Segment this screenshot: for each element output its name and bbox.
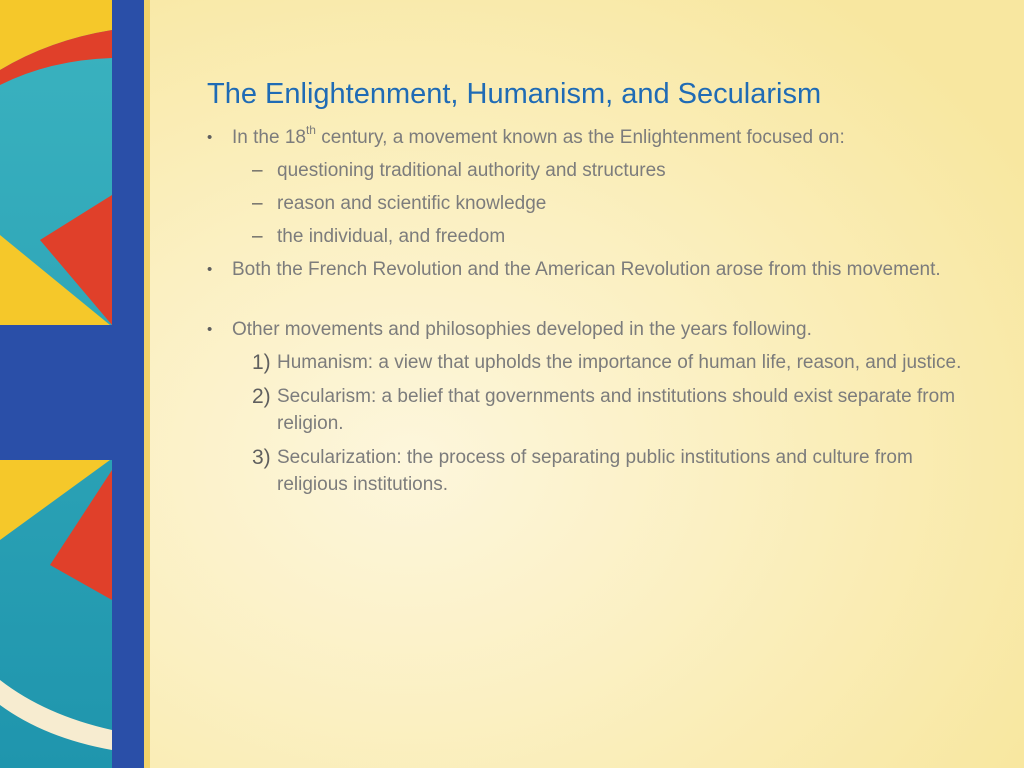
sub-bullet-item	[207, 223, 967, 250]
bullet-text-end: century, a movement known as the Enlightenment focused on:	[315, 127, 845, 148]
numbered-item	[207, 444, 967, 498]
dash-icon: –	[252, 193, 263, 214]
sub-bullet-item	[207, 190, 967, 217]
number-label: 1)	[252, 351, 271, 374]
number-label: 2)	[252, 385, 271, 408]
numbered-item	[207, 383, 967, 437]
bullet-icon: •	[207, 129, 213, 146]
sub-bullet-item	[207, 157, 967, 184]
sub-bullet-text: questioning traditional authority and structures	[277, 160, 666, 181]
bullet-item	[207, 256, 967, 283]
sub-bullet-text: the individual, and freedom	[277, 226, 506, 247]
bullet-icon: •	[207, 261, 213, 278]
bullet-item	[207, 124, 967, 151]
slide-title: The Enlightenment, Humanism, and Secularism	[207, 78, 822, 110]
bullet-text: Other movements and philosophies developed in the years following.	[232, 319, 812, 340]
blue-stripe	[112, 0, 144, 768]
bullet-text: Both the French Revolution and the American Revolution arose from this movement.	[232, 259, 941, 280]
numbered-text: Secularization: the process of separating public institutions and culture from religious institutions.	[277, 447, 913, 495]
dash-icon: –	[252, 160, 263, 181]
blue-band	[0, 325, 112, 460]
decorative-side-art	[0, 0, 150, 768]
bullet-icon: •	[207, 321, 213, 338]
superscript: th	[305, 122, 316, 137]
sub-bullet-text: reason and scientific knowledge	[277, 193, 547, 214]
bullet-item	[207, 316, 967, 343]
numbered-text: Humanism: a view that upholds the importance of human life, reason, and justice.	[277, 352, 962, 373]
slide-content	[207, 124, 967, 498]
number-label: 3)	[252, 446, 271, 469]
dash-icon: –	[252, 226, 263, 247]
numbered-item	[207, 349, 967, 376]
bullet-text-start: In the 18	[232, 127, 306, 148]
numbered-text: Secularism: a belief that governments and institutions should exist separate from religion.	[277, 386, 956, 434]
yellow-edge	[144, 0, 150, 768]
